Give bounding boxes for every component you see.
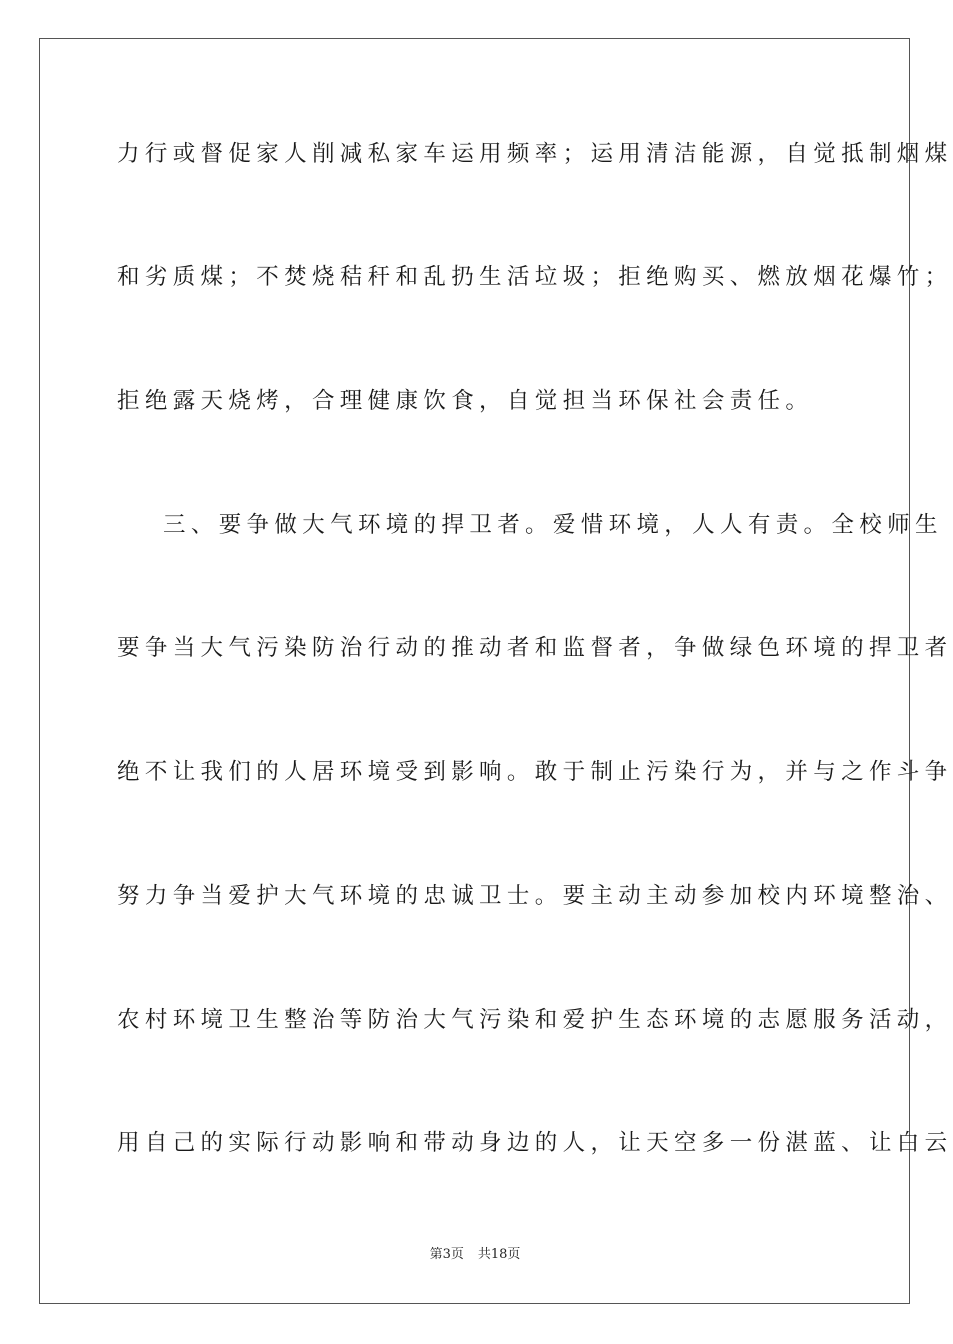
paragraph-line: 用自己的实际行动影响和带动身边的人，让天空多一份湛蓝、让白云 (117, 1130, 953, 1156)
page-border (39, 38, 953, 1304)
total-pages: 共18页 (477, 1247, 521, 1262)
paragraph-line: 要争当大气污染防治行动的推动者和监督者，争做绿色环境的捍卫者 (117, 635, 953, 661)
paragraph-line: 拒绝露天烧烤，合理健康饮食，自觉担当环保社会责任。 (117, 388, 814, 414)
paragraph-line: 和劣质煤；不焚烧秸秆和乱扔生活垃圾；拒绝购买、燃放烟花爆竹； (117, 264, 953, 290)
paragraph-line: 农村环境卫生整治等防治大气污染和爱护生态环境的志愿服务活动， (117, 1007, 953, 1033)
paragraph-line: 努力争当爱护大气环境的忠诚卫士。要主动主动参加校内环境整治、 (117, 883, 953, 909)
paragraph-line: 三、要争做大气环境的捍卫者。爱惜环境，人人有责。全校师生 (163, 512, 943, 538)
page-footer (0, 1246, 950, 1264)
page-number: 第3页 (429, 1247, 464, 1262)
paragraph-line: 绝不让我们的人居环境受到影响。敢于制止污染行为，并与之作斗争 (117, 759, 953, 785)
paragraph-line: 力行或督促家人削减私家车运用频率；运用清洁能源，自觉抵制烟煤 (117, 141, 953, 167)
